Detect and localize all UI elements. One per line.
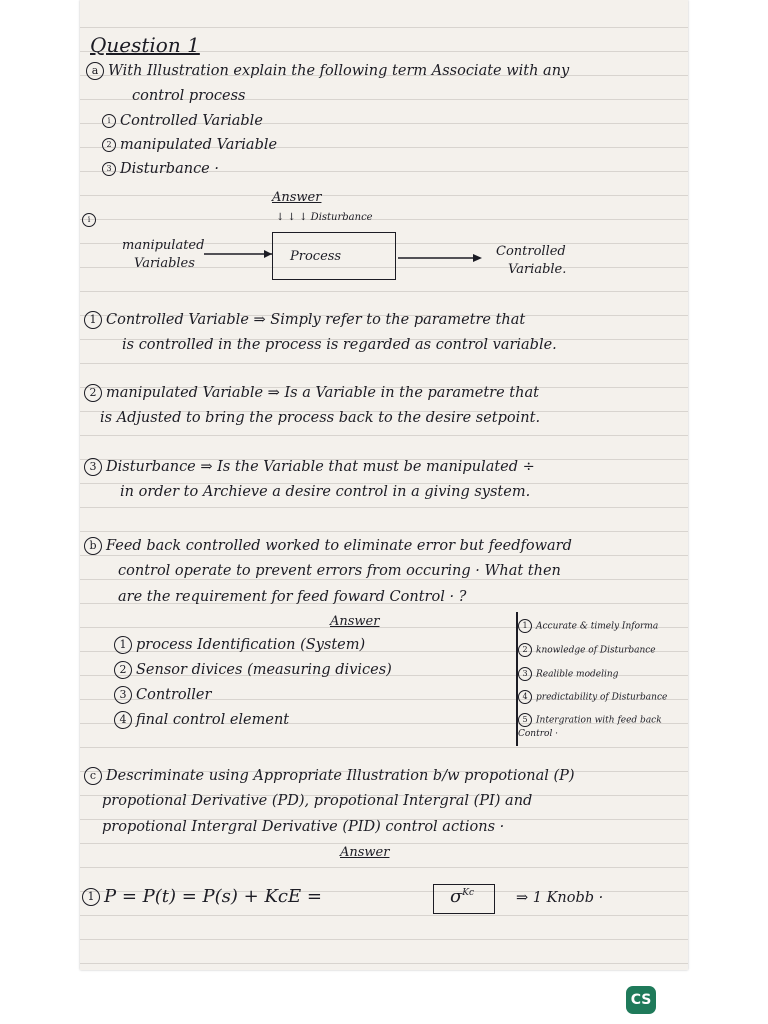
side-note: 4 predictability of Disturbance (518, 690, 667, 704)
diagram-arrows (80, 0, 688, 300)
list-item: 3 Disturbance · (102, 161, 219, 177)
part-a-line2: control process (132, 88, 246, 104)
c-answer-heading: Answer (340, 845, 390, 860)
equation: 1 P = P(t) = P(s) + KcE = (82, 886, 322, 907)
output-label-2: Variable. (508, 262, 567, 277)
output-arrowhead (473, 254, 482, 262)
definition-line: 1 Controlled Variable ⇒ Simply refer to the parametre that (84, 311, 525, 329)
part-c-line1: c Descriminate using Appropriate Illustration b/w propotional (P) (84, 767, 575, 785)
disturbance-label: ↓ ↓ ↓ Disturbance (276, 212, 373, 223)
definition-line: 3 Disturbance ⇒ Is the Variable that must be manipulated ÷ (84, 458, 535, 476)
definition-line: in order to Archieve a desire control in a giving system. (120, 484, 531, 500)
side-note: 1 Accurate & timely Informa (518, 619, 658, 633)
side-note: 2 knowledge of Disturbance (518, 643, 656, 657)
part-b-line1: b Feed back controlled worked to eliminate error but feedfoward (84, 537, 572, 555)
part-b-line3: are the requirement for feed foward Control · ? (118, 589, 467, 605)
notebook-page (80, 0, 688, 970)
input-label-2: Variables (134, 256, 195, 271)
side-note: 5 Intergration with feed back Control · (518, 715, 662, 739)
camscanner-logo: CS (626, 986, 656, 1014)
requirement-item: 4 final control element (114, 711, 289, 729)
question-title: Question 1 (90, 33, 200, 57)
equation-box-symbol: $\sigma^{Kc}$ (450, 886, 475, 907)
part-a-line1: a With Illustration explain the following term Associate with any (86, 62, 569, 80)
definition-line: is controlled in the process is regarded as control variable. (122, 337, 557, 353)
requirement-item: 3 Controller (114, 686, 211, 704)
answer-heading: Answer (272, 190, 322, 205)
part-c-line2: propotional Derivative (PD), propotional Intergral (PI) and (102, 793, 533, 809)
requirement-item: 1 process Identification (System) (114, 636, 365, 654)
list-item: i Controlled Variable (102, 113, 263, 129)
equation-tail: ⇒ 1 Knobb · (516, 890, 604, 906)
definition-line: is Adjusted to bring the process back to the desire setpoint. (100, 410, 541, 426)
diagram-number: i (82, 212, 100, 227)
input-arrowhead (264, 250, 272, 258)
requirement-item: 2 Sensor divices (measuring divices) (114, 661, 392, 679)
side-note: 3 Realible modeling (518, 667, 618, 681)
list-item: 2 manipulated Variable (102, 137, 277, 153)
output-label-1: Controlled (496, 244, 566, 259)
part-b-line2: control operate to prevent errors from occuring · What then (118, 563, 561, 579)
input-label-1: manipulated (122, 238, 205, 253)
b-answer-heading: Answer (330, 614, 380, 629)
process-label: Process (290, 249, 342, 264)
part-c-line3: propotional Intergral Derivative (PID) control actions · (102, 819, 505, 835)
definition-line: 2 manipulated Variable ⇒ Is a Variable in the parametre that (84, 384, 539, 402)
